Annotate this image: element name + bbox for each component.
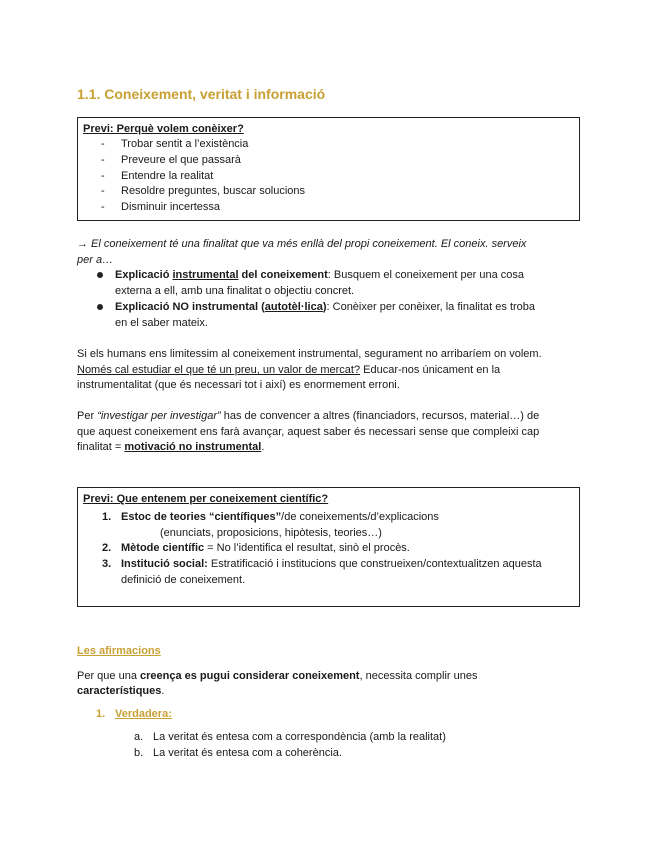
box2-title: Previ: Que entenem per coneixement científic?	[83, 493, 329, 505]
page-title: 1.1. Coneixement, veritat i informació	[77, 86, 326, 102]
paragraph-line: característiques.	[77, 685, 165, 697]
list-item: - Resoldre preguntes, buscar solucions	[101, 185, 306, 197]
list-item: La veritat és entesa com a coherència.	[153, 747, 342, 759]
paragraph-line: Per que una creença es pugui considerar coneixement, necessita complir unes	[77, 670, 478, 682]
list-item: La veritat és entesa com a correspondència (amb la realitat)	[153, 731, 446, 743]
list-item: - Disminuir incertessa	[101, 201, 221, 213]
list-item-marker: b.	[134, 747, 144, 759]
bullet-dot-icon	[97, 304, 103, 310]
list-item: Mètode científic = No l’identifica el resultat, sinò el procès.	[121, 542, 410, 554]
list-item-marker: a.	[134, 731, 144, 743]
list-item: Estoc de teories “científiques”/de coneixements/d’explicacions	[121, 511, 439, 523]
paragraph-line: que aquest coneixement ens farà avançar, aquest saber és necessari sense que compleixi cap	[77, 426, 540, 438]
document-page: 1.1. Coneixement, veritat i informació Previ: Perquè volem conèixer? - Trobar sentit a l’existència - Preveure el que passarà - Entendre la realitat - Resoldre preguntes, buscar solucions - Disminuir incertessa → El coneixement té una finalitat que va més enllà del propi coneixement. El coneix. serveix per a… Explicació instrumental del coneixement: Busquem el coneixement per una cosa externa a ell, amb una finalitat o objectiu concret. Explicació NO instrumental (autotèl·lica): Conèixer per conèixer, la finalitat es troba en el saber mateix. Si els humans ens limitessim al coneixement instrumental, segurament no arribaríem on volem. Només cal estudiar el que té un preu, un valor de mercat? Educar-nos únicament en la instrumentalitat (que és necessari tot i així) es enormement erroni. Per “investigar per investigar” has de convencer a altres (financiadors, recursos, material…) de que aquest coneixement ens farà avançar, aquest saber és necessari sense que compleixi cap finalitat = motivació no instrumental. Previ: Que entenem per coneixement científic? 1. Estoc de teories “científiques”/de coneixements/d’explicacions (enunciats, proposicions, hipòtesis, teories…) 2. Mètode científic = No l’identifica el resultat, sinò el procès. 3. Institució social: Estratificació i institucions que construeixen/contextualitzen aquesta definició de coneixement. Les afirmacions Per que una creença es pugui considerar coneixement, necessita complir unes característiques. 1. Verdadera: a. La veritat és entesa com a correspondència (amb la realitat) b. La veritat és entesa com a coherència.	[0, 0, 655, 848]
list-item: - Entendre la realitat	[101, 170, 214, 182]
list-item: Institució social: Estratificació i institucions que construeixen/contextualitzen aquesta	[121, 558, 542, 570]
paragraph-line: Per “investigar per investigar” has de convencer a altres (financiadors, recursos, material…) de	[77, 410, 540, 422]
section-title: Les afirmacions	[77, 645, 161, 657]
box1-title: Previ: Perquè volem conèixer?	[83, 123, 244, 135]
bullet-dot-icon	[97, 272, 103, 278]
intro-line: per a…	[77, 254, 114, 266]
list-item-sub: (enunciats, proposicions, hipòtesis, teories…)	[160, 527, 382, 539]
list-item: - Preveure el que passarà	[101, 154, 241, 166]
list-item: - Trobar sentit a l’existència	[101, 138, 249, 150]
sub-heading-verdadera: Verdadera:	[115, 708, 172, 720]
box-scientific-knowledge: Previ: Que entenem per coneixement científic? 1. Estoc de teories “científiques”/de coneixements/d’explicacions (enunciats, proposicions, hipòtesis, teories…) 2. Mètode científic = No l’identifica el resultat, sinò el procès. 3. Institució social: Estratificació i institucions que construeixen/contextualitzen aquesta definició de coneixement.	[77, 487, 580, 607]
paragraph-line: finalitat = motivació no instrumental.	[77, 441, 265, 453]
box-why-know	[77, 117, 580, 221]
list-item-sub: definició de coneixement.	[121, 574, 246, 586]
paragraph-line: Només cal estudiar el que té un preu, un valor de mercat? Educar-nos únicament en la	[77, 364, 501, 376]
intro-line: → El coneixement té una finalitat que va més enllà del propi coneixement. El coneix. serveix	[77, 238, 527, 250]
sub-heading-number: 1.	[96, 708, 106, 720]
paragraph-line: Si els humans ens limitessim al coneixement instrumental, segurament no arribaríem on volem.	[77, 348, 542, 360]
paragraph-line: instrumentalitat (que és necessari tot i així) es enormement erroni.	[77, 379, 400, 391]
